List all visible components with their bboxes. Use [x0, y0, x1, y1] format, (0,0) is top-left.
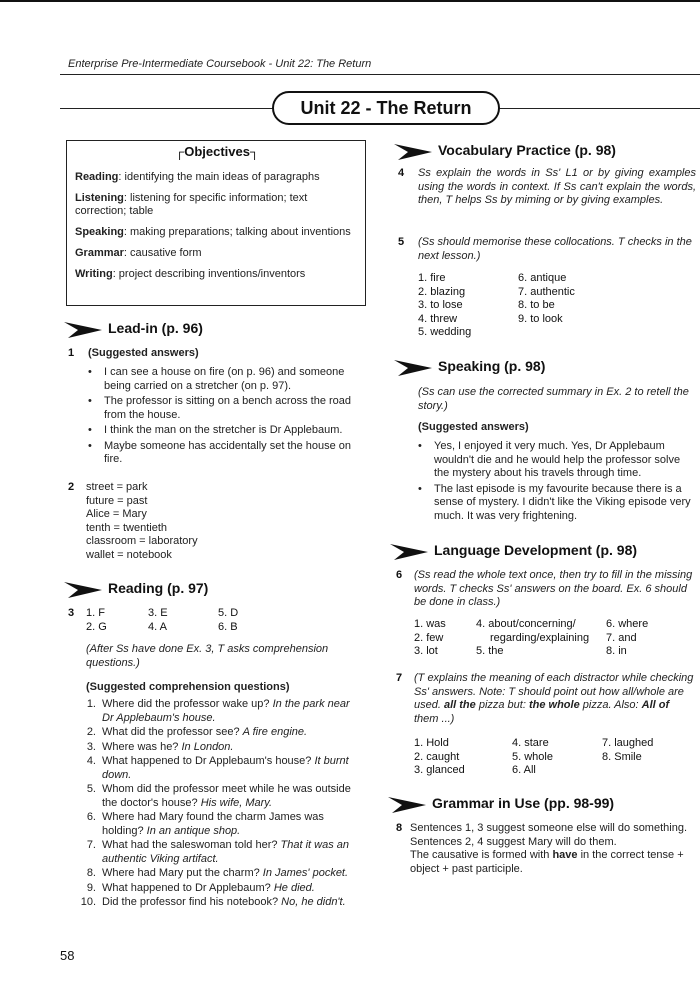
- ex7-text: (T explains the meaning of each distractor while checking Ss' answers. Note: T should point out how all/whole are used. all the pizza but: the whole pizza. Also: All of them ...): [414, 672, 694, 725]
- word-pair: street = park: [86, 481, 148, 493]
- word-pairs: [86, 481, 198, 562]
- question-answer: That it was an authentic Viking artifact.: [102, 839, 350, 865]
- speaking-bullets: [418, 440, 696, 525]
- question-item: [80, 726, 364, 740]
- ex1-label: (Suggested answers): [88, 347, 199, 359]
- ex6-number: 6: [396, 569, 403, 581]
- question-text: Where was he?: [102, 740, 182, 753]
- grammar-heading: Grammar in Use (pp. 98-99): [388, 793, 614, 813]
- speaking-subheading: (Suggested answers): [418, 421, 529, 433]
- ex1-number: 1: [68, 347, 75, 359]
- question-item: [80, 811, 364, 838]
- question-number: 1.: [86, 698, 96, 710]
- answer-item: 1. Hold: [414, 737, 449, 749]
- question-answer: It burnt down.: [102, 755, 349, 781]
- question-text: Where had Mary found the charm James was holding?: [102, 811, 324, 837]
- answer-item: 7. and: [606, 631, 637, 644]
- ex5-number: 5: [398, 236, 405, 248]
- objective-row: [75, 268, 357, 281]
- answer-item: 4. about/concerning/: [476, 618, 576, 630]
- answer-item: regarding/explaining: [490, 631, 590, 644]
- word-pair: wallet = notebook: [86, 548, 172, 561]
- vocab-items: [418, 272, 608, 340]
- word-pair: future = past: [86, 494, 148, 507]
- question-answer: In an antique shop.: [146, 824, 241, 837]
- vocab-item: 3. to lose: [418, 299, 463, 311]
- objective-row: [75, 171, 357, 184]
- answer-item: 4. stare: [512, 737, 549, 749]
- vocab-item: 4. threw: [418, 312, 458, 325]
- question-number: 9.: [86, 881, 96, 894]
- answer-item: 5. the: [476, 645, 504, 657]
- vocab-item: 1. fire: [418, 272, 446, 284]
- question-answer: No, he didn't.: [281, 896, 346, 908]
- answer-item: 2. G: [86, 620, 107, 633]
- vocab-item: [518, 326, 608, 340]
- header-rule: [60, 74, 700, 75]
- answer-item: 2. caught: [414, 750, 460, 763]
- question-text: What did the professor see?: [102, 726, 243, 738]
- word-pair: classroom = laboratory: [86, 535, 198, 547]
- question-text: What happened to Dr Applebaum?: [102, 881, 274, 894]
- answer-item: 7. laughed: [602, 737, 654, 749]
- top-border: [0, 0, 700, 2]
- ex8-number: 8: [396, 822, 403, 834]
- objective-row: [75, 226, 357, 239]
- langdev-heading: Language Development (p. 98): [390, 540, 637, 560]
- answer-item: [602, 764, 682, 778]
- arrow-icon: [390, 540, 428, 560]
- question-number: 8.: [86, 867, 96, 879]
- objective-label: Reading: [75, 171, 119, 183]
- objective-text: : causative form: [123, 247, 202, 259]
- answer-item: 5. whole: [512, 750, 553, 763]
- question-item: [80, 741, 364, 755]
- objective-text: : identifying the main ideas of paragraphs: [118, 171, 320, 183]
- vocab-item: 2. blazing: [418, 285, 466, 298]
- question-text: Whom did the professor meet while he was outside the doctor's house?: [102, 783, 351, 809]
- ex8-line-1: Sentences 1, 3 suggest someone else will do something.: [410, 822, 687, 834]
- reading-subheading: (Suggested comprehension questions): [86, 681, 290, 693]
- ex6-items: [414, 618, 686, 659]
- speaking-heading: Speaking (p. 98): [394, 356, 545, 376]
- ex7-items: [414, 737, 682, 778]
- vocab-item: 9. to look: [518, 312, 563, 325]
- leadin-bullets: [88, 366, 366, 469]
- arrow-icon: [64, 318, 102, 338]
- answer-item: 6. B: [218, 620, 238, 633]
- leadin-heading: Lead-in (p. 96): [64, 318, 203, 338]
- answer-item: 8. in: [606, 645, 627, 657]
- word-pair: tenth = twentieth: [86, 521, 168, 534]
- question-list: [80, 698, 364, 911]
- answer-item: 3. glanced: [414, 764, 465, 776]
- question-item: [80, 755, 364, 782]
- question-text: What happened to Dr Applebaum's house?: [102, 755, 315, 767]
- arrow-icon: [388, 793, 426, 813]
- question-text: Where did the professor wake up?: [102, 698, 273, 710]
- question-number: 2.: [86, 726, 96, 738]
- reading-answers: [86, 607, 268, 634]
- objective-label: Writing: [75, 268, 113, 280]
- ex4-number: 4: [398, 167, 405, 179]
- vocab-item: 7. authentic: [518, 285, 575, 298]
- answer-item: 4. A: [148, 620, 167, 633]
- list-item: • I think the man on the stretcher is Dr Applebaum.: [88, 424, 366, 438]
- answer-item: 8. Smile: [602, 750, 642, 763]
- ex5-text: (Ss should memorise these collocations. T checks in the next lesson.): [418, 236, 692, 262]
- answer-item: 1. was: [414, 618, 446, 630]
- answer-item: 2. few: [414, 631, 444, 644]
- objective-row: [75, 247, 357, 260]
- reading-note: (After Ss have done Ex. 3, T asks comprehension questions.): [86, 643, 329, 669]
- question-number: 10.: [80, 896, 96, 908]
- question-answer: A fire engine.: [242, 726, 308, 738]
- word-pair: Alice = Mary: [86, 508, 147, 520]
- arrow-icon: [64, 578, 102, 598]
- speaking-note: (Ss can use the corrected summary in Ex. 2 to retell the story.): [418, 386, 689, 412]
- objective-label: Listening: [75, 192, 124, 204]
- unit-title: Unit 22 - The Return: [272, 91, 500, 125]
- objective-label: Grammar: [75, 247, 124, 259]
- ex8-line-3: The causative is formed with have in the correct tense + object + past participle.: [410, 849, 684, 875]
- objective-row: [75, 192, 357, 218]
- answer-item: 6. where: [606, 618, 649, 630]
- ex8-text: [410, 822, 696, 876]
- objectives-title: ┌Objectives┐: [175, 144, 260, 159]
- question-number: 6.: [86, 811, 96, 823]
- ex3-number: 3: [68, 607, 75, 619]
- objective-label: Speaking: [75, 226, 124, 238]
- ex4-text: Ss explain the words in Ss' L1 or by giving examples using the words in context. If Ss can't explain the words, then, T helps Ss by miming or by giving examples.: [418, 167, 696, 206]
- ex6-text: (Ss read the whole text once, then try to fill in the missing words. T checks Ss' answers on the board. Ex. 6 should be done in class.): [414, 569, 693, 608]
- vocab-item: 6. antique: [518, 272, 567, 284]
- list-item: • The last episode is my favourite because there is a sense of mystery. I didn't like the Viking episode very much. It was very frightening.: [418, 483, 696, 524]
- list-item: • The professor is sitting on a bench across the road from the house.: [88, 395, 366, 422]
- answer-item: 3. lot: [414, 645, 438, 657]
- question-number: 3.: [86, 740, 96, 753]
- question-number: 5.: [86, 783, 96, 795]
- question-answer: In the park near Dr Applebaum's house.: [102, 698, 350, 724]
- ex2-number: 2: [68, 481, 75, 493]
- question-answer: In London.: [181, 740, 234, 753]
- arrow-icon: [394, 140, 432, 160]
- objectives-box: [66, 140, 366, 306]
- question-text: Did the professor find his notebook?: [102, 896, 282, 908]
- vocab-item: 8. to be: [518, 299, 555, 311]
- ex7-number: 7: [396, 672, 403, 684]
- arrow-icon: [394, 356, 432, 376]
- question-answer: He died.: [273, 881, 315, 894]
- objective-text: : listening for specific information; text correction; table: [75, 192, 308, 217]
- ex8-line-2: Sentences 2, 4 suggest Mary will do them.: [410, 835, 617, 848]
- objective-text: : making preparations; talking about inventions: [123, 226, 351, 238]
- question-number: 4.: [86, 755, 96, 767]
- question-item: [80, 867, 364, 881]
- question-item: [80, 839, 364, 866]
- vocab-item: 5. wedding: [418, 326, 472, 338]
- question-item: [80, 698, 364, 725]
- page-number: 58: [60, 948, 75, 963]
- answer-item: 5. D: [218, 607, 239, 619]
- question-item: [80, 882, 364, 896]
- vocab-heading: Vocabulary Practice (p. 98): [394, 140, 616, 160]
- list-item: • I can see a house on fire (on p. 96) and someone being carried on a stretcher (on p. 97).: [88, 366, 366, 393]
- list-item: • Maybe someone has accidentally set the house on fire.: [88, 440, 366, 467]
- question-item: [80, 896, 364, 910]
- answer-item: 6. All: [512, 764, 536, 776]
- running-title: Enterprise Pre-Intermediate Coursebook - Unit 22: The Return: [68, 58, 372, 70]
- objective-text: : project describing inventions/inventors: [112, 268, 306, 280]
- question-text: What had the saleswoman told her?: [102, 839, 281, 851]
- question-answer: In James' pocket.: [262, 867, 349, 879]
- list-item: • Yes, I enjoyed it very much. Yes, Dr Applebaum wouldn't die and he would help the professor solve the mystery about his travels through time.: [418, 440, 696, 481]
- question-item: [80, 783, 364, 810]
- question-text: Where had Mary put the charm?: [102, 867, 263, 879]
- question-number: 7.: [86, 839, 96, 851]
- answer-item: 3. E: [148, 607, 168, 619]
- reading-heading: Reading (p. 97): [64, 578, 208, 598]
- question-answer: His wife, Mary.: [200, 796, 273, 809]
- answer-item: 1. F: [86, 607, 105, 619]
